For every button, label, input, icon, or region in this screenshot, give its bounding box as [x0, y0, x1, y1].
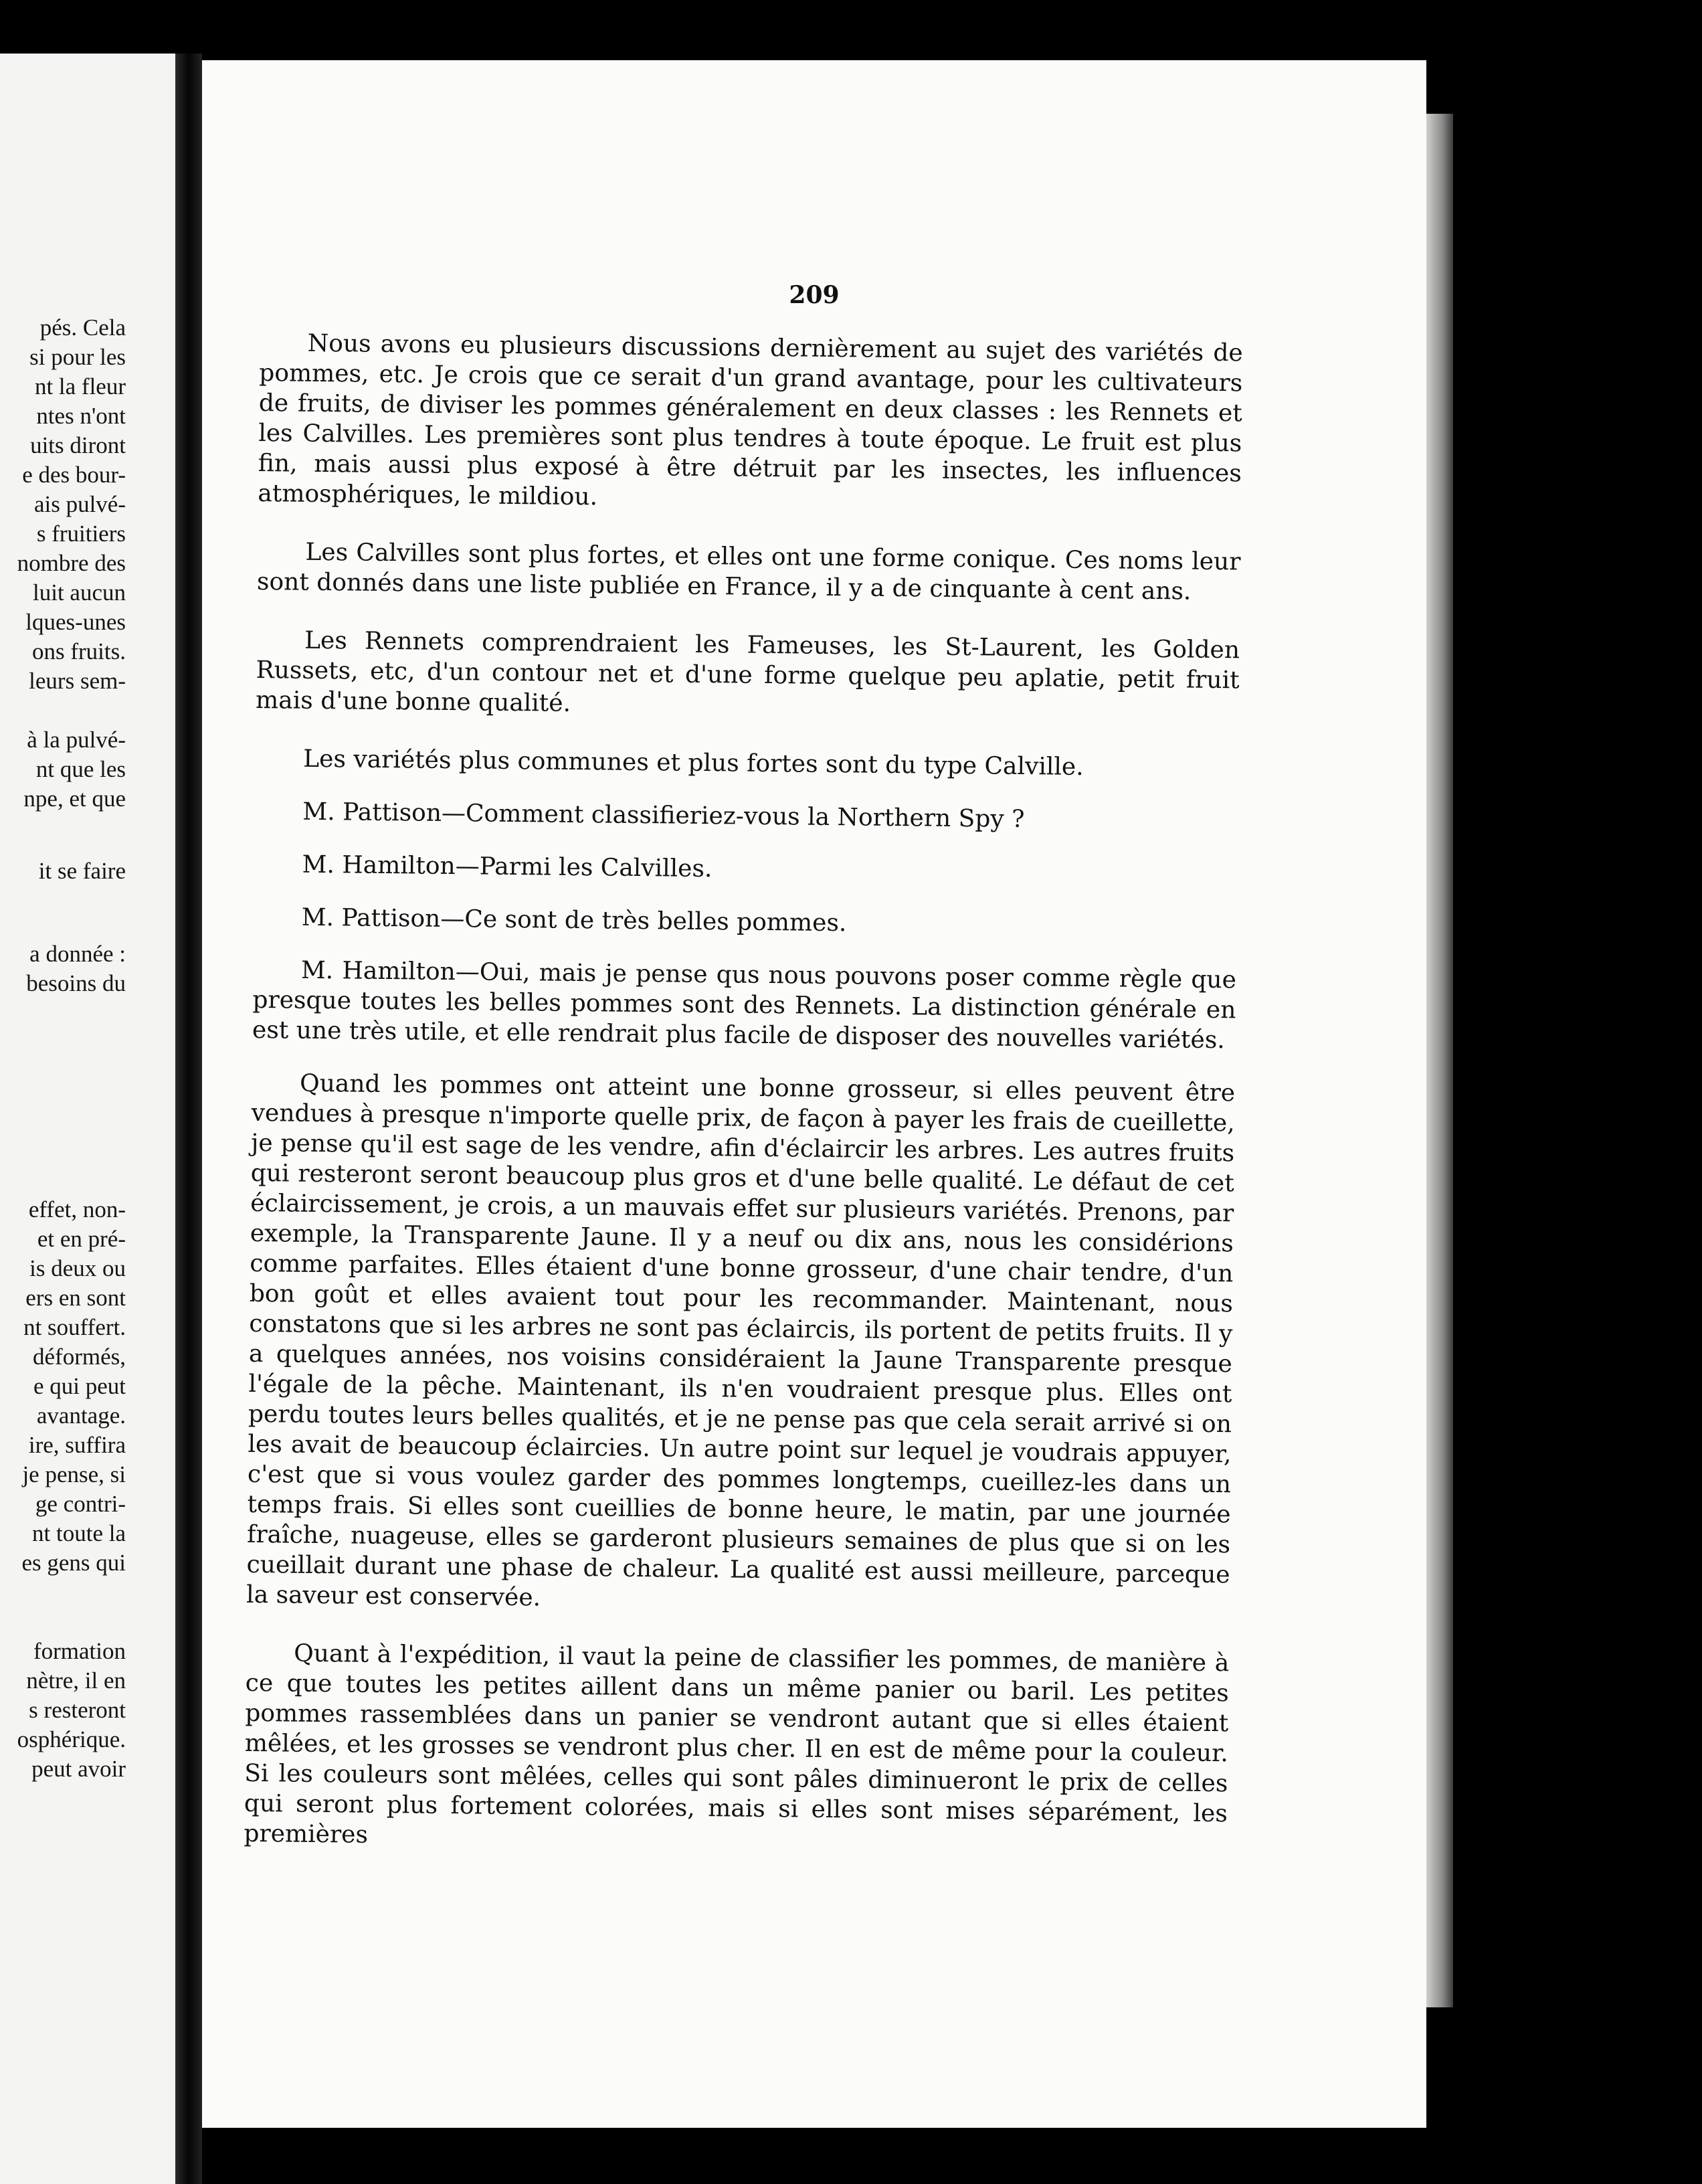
- dialogue-line: M. Hamilton—Parmi les Calvilles.: [302, 850, 713, 883]
- previous-page-line: je pense, si: [22, 1461, 126, 1487]
- previous-page-line: nètre, il en: [26, 1667, 126, 1694]
- dialogue-line: M. Pattison—Comment classifieriez-vous la Northern Spy ?: [302, 798, 1025, 834]
- paragraph: Les variétés plus communes et plus fortes sont du type Calville.: [303, 745, 1084, 781]
- previous-page-line: ers en sont: [25, 1285, 126, 1311]
- previous-page-line: npe, et que: [23, 786, 126, 812]
- previous-page-line: ais pulvé-: [33, 491, 126, 517]
- paragraph: Quand les pommes ont atteint une bonne grosseur, si elles peuvent être vendues à presque n'importe quelle prix, de façon à payer les frais de cueillette, je pense qu'il est sage de les vendre, afin d'éclaircir les arbres. Les autres fruits qui resteront seront beaucoup plus gros et d'une belle qualité. Le défaut de cet éclaircissement, je crois, a un mauvais effet sur plusieurs variétés. Prenons, par exemple, la Transparente Jaune. Il y a neuf ou dix ans, nous les considérions comme parfaites. Elles étaient d'une bonne grosseur, d'une chair tendre, d'un bon goût et elles avaient tout pour les recommander. Maintenant, nous constatons que si les arbres ne sont pas éclaircis, ils portent de petits fruits. Il y a quelques années, nos voisins considéraient la Jaune Transparente presque l'égale de la pêche. Maintenant, ils n'en voudraient presque plus. Elles ont perdu toutes leurs belles qualités, et je ne pense pas que cela serait arrivé si on les avait de beaucoup éclaircies. Un autre point sur lequel je voudrais appuyer, c'est que si vous voulez garder des pommes longtemps, cueillez-les dans un temps frais. Si elles sont cueillies de bonne heure, le matin, par une journée fraîche, nuageuse, elles se garderont plusieurs semaines de plus que si on les cueillait durant une phase de chaleur. La qualité est aussi meilleure, parceque la saveur est conservée.: [246, 1069, 1236, 1612]
- page-edge-shadow: [1426, 114, 1453, 2007]
- previous-page-line: e des bour-: [22, 462, 126, 488]
- paragraph: Les Rennets comprendraient les Fameuses, les St-Laurent, les Golden Russets, etc, d'un contour net et d'une forme quelque peu aplatie, petit fruit mais d'une bonne qualité.: [255, 626, 1240, 717]
- previous-page: [0, 54, 175, 2184]
- previous-page-line: nt toute la: [32, 1520, 126, 1546]
- previous-page-line: ge contri-: [35, 1491, 126, 1517]
- current-page: [202, 60, 1426, 2128]
- previous-page-line: uits diront: [30, 432, 126, 458]
- previous-page-line: pés. Cela: [39, 314, 126, 341]
- paragraph: Quant à l'expédition, il vaut la peine de classifier les pommes, de manière à ce que toutes les petites aillent dans un même panier ou baril. Les petites pommes rassemblées dans un panier se vendront autant que si elles étaient mêlées, et les grosses se vendront plus cher. Il en est de même pour la couleur. Si les couleurs sont mêlées, celles qui sont pâles diminueront le prix de celles qui seront plus fortement colorées, mais si elles sont mises séparément, les premières: [244, 1639, 1230, 1849]
- previous-page-line: leurs sem-: [29, 668, 126, 694]
- previous-page-line: s resteront: [29, 1697, 126, 1723]
- page-body: [244, 328, 1243, 1882]
- previous-page-line: e qui peut: [33, 1373, 126, 1399]
- previous-page-line: it se faire: [38, 858, 126, 884]
- previous-page-line: osphérique.: [17, 1726, 126, 1752]
- previous-page-line: nt la fleur: [34, 373, 126, 399]
- previous-page-line: ons fruits.: [32, 638, 126, 664]
- previous-page-line: avantage.: [36, 1402, 126, 1429]
- previous-page-line: es gens qui: [21, 1550, 126, 1576]
- previous-page-line: et en pré-: [37, 1226, 126, 1252]
- previous-page-line: lques-unes: [25, 609, 126, 635]
- previous-page-line: a donnée :: [29, 941, 126, 967]
- previous-page-line: déformés,: [33, 1344, 126, 1370]
- previous-page-line: luit aucun: [33, 579, 126, 606]
- previous-page-line: nt souffert.: [23, 1314, 126, 1340]
- dialogue-line: M. Pattison—Ce sont de très belles pommes.: [301, 903, 847, 937]
- previous-page-line: ire, suffira: [28, 1432, 126, 1458]
- previous-page-line: is deux ou: [29, 1255, 126, 1281]
- previous-page-line: besoins du: [26, 970, 126, 996]
- previous-page-line: ntes n'ont: [36, 403, 126, 429]
- previous-page-line: nombre des: [17, 550, 126, 576]
- paragraph: Les Calvilles sont plus fortes, et elles ont une forme conique. Ces noms leur sont donnés dans une liste publiée en France, il y a de cinquante à cent ans.: [256, 538, 1241, 606]
- page-number: 209: [789, 281, 840, 309]
- book-gutter: [175, 54, 202, 2184]
- previous-page-line: peut avoir: [31, 1756, 126, 1782]
- previous-page-line: effet, non-: [28, 1196, 126, 1222]
- previous-page-line: si pour les: [29, 344, 126, 370]
- paragraph: Nous avons eu plusieurs discussions dernièrement au sujet des variétés de pommes, etc. Je crois que ce serait d'un grand avantage, pour les cultivateurs de fruits, de diviser les pommes généralement en deux classes : les Rennets et les Calvilles. Les premières sont plus tendres à toute époque. Le fruit est plus fin, mais aussi plus exposé à être détruit par les insectes, les influences atmosphériques, le mildiou.: [258, 329, 1243, 511]
- previous-page-line: formation: [33, 1638, 126, 1664]
- previous-page-line: à la pulvé-: [27, 727, 126, 753]
- dialogue-line: M. Hamilton—Oui, mais je pense qus nous pouvons poser comme règle que presque toutes les belles pommes sont des Rennets. La distinction générale en est une très utile, et elle rendrait plus facile de disposer des nouvelles variétés.: [252, 956, 1237, 1055]
- previous-page-line: nt que les: [35, 756, 126, 782]
- previous-page-line: s fruitiers: [36, 521, 126, 547]
